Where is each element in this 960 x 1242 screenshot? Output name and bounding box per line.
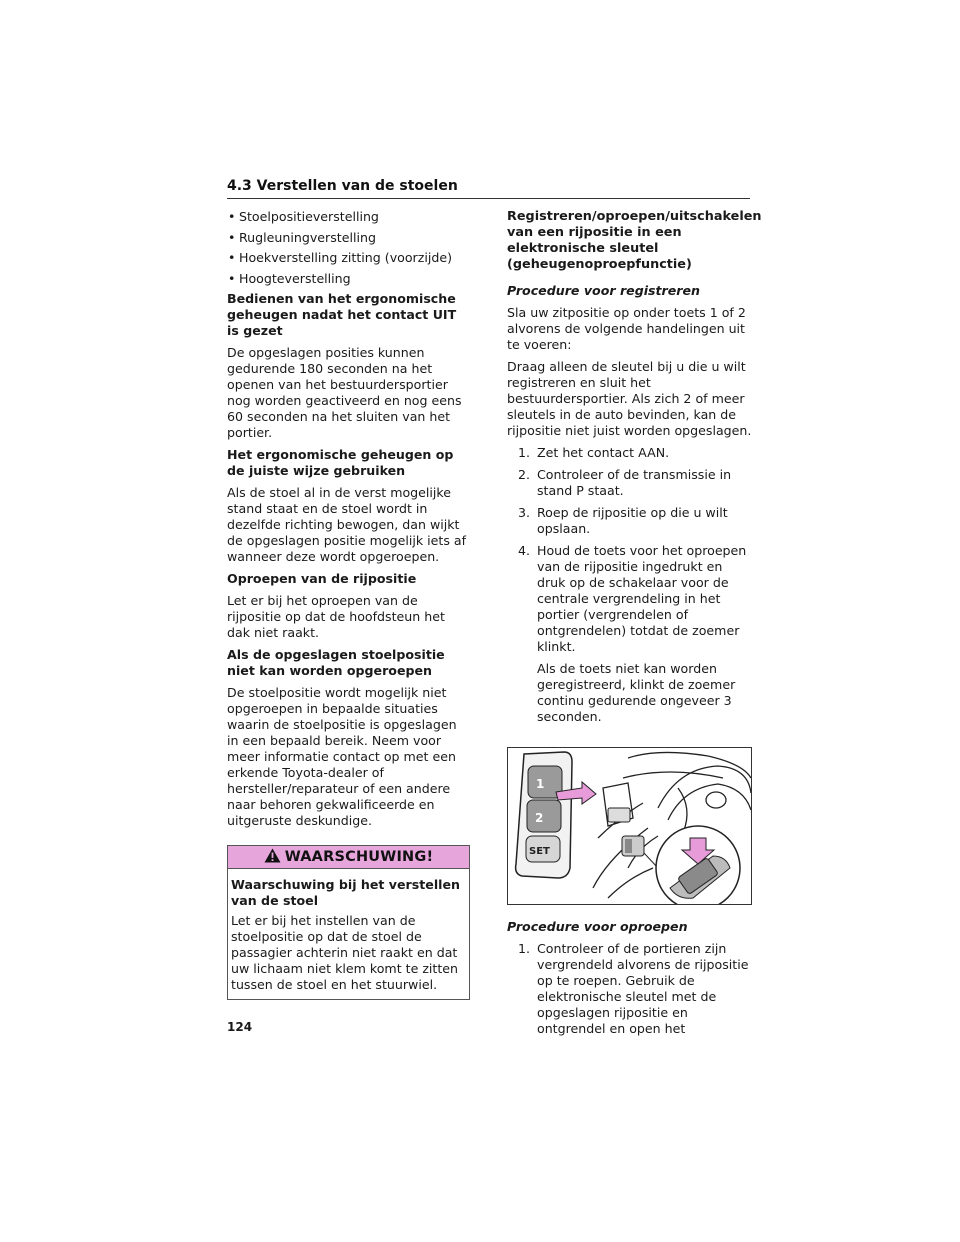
bullet-icon: • [228, 229, 236, 245]
paragraph-memory-after-off: De opgeslagen posities kunnen gedurende 180 seconden na het openen van het bestuurdersportier nog worden geactiveerd en nog eens 60 seconden na het sluiten van het portier. [227, 345, 462, 440]
warning-title: WAARSCHUWING! [284, 849, 434, 865]
warning-heading: Waarschuwing bij het verstellen van de stoel [231, 877, 460, 908]
bullet-icon: • [228, 270, 236, 286]
heading-recall-position: Oproepen van de rijpositie [227, 571, 417, 586]
step-number: 4. [518, 543, 531, 558]
bullet-icon: • [228, 209, 236, 224]
warning-header [228, 846, 469, 869]
list-item [518, 941, 752, 1037]
register-steps [507, 445, 752, 725]
right-column [507, 209, 762, 1043]
step-text: Roep de rijpositie op die u wilt opslaan. [537, 505, 728, 536]
paragraph-cannot-recall: De stoelpositie wordt mogelijk niet opgeroepen in bepaalde situaties waarin de stoelpositie is opgeslagen in een bepaald bereik. Neem voor meer informatie contact op met een erkende Toyota-dealer of hersteller/reparateur of een andere naar behoren gekwalificeerde en uitgeruste deskundige. [227, 685, 457, 828]
memory-button-panel [516, 752, 572, 878]
list-item [518, 467, 752, 499]
heading-memory-recall-function: Registreren/oproepen/uitschakelen van een rijpositie in een elektronische sleutel (geheugenoproepfunctie) [507, 209, 762, 272]
step-number: 1. [518, 941, 531, 956]
list-item-label: Hoogteverstelling [239, 270, 351, 286]
memory-switch-illustration [507, 747, 752, 905]
list-item [227, 209, 469, 225]
heading-cannot-recall: Als de opgeslagen stoelpositie niet kan worden opgeroepen [227, 647, 445, 678]
paragraph-recall-position: Let er bij het oproepen van de rijpositie op dat de hoofdsteun het dak niet raakt. [227, 593, 445, 640]
list-item [518, 505, 752, 537]
step-text: Zet het contact AAN. [537, 445, 670, 460]
warning-text: Let er bij het instellen van de stoelpositie op dat de stoel de passagier achterin niet raakt en dat uw lichaam niet klem komt te zitten tussen de stoel en het stuurwiel. [231, 913, 459, 992]
list-item [518, 543, 752, 725]
heading-recall-procedure: Procedure voor oproepen [507, 919, 688, 934]
memory-button-2: 2 [535, 811, 544, 825]
list-item [227, 271, 469, 287]
list-item-label: Rugleuningverstelling [239, 229, 376, 245]
paragraph-register-key: Draag alleen de sleutel bij u die u wilt registreren en sluit het bestuurdersportier. Als zich 2 of meer sleutels in de auto bevinden, kan de rijpositie niet juist worden opgeslagen. [507, 359, 752, 438]
step-text: Houd de toets voor het oproepen van de rijpositie ingedrukt en druk op de schakelaar voor de centrale vergrendeling in het portier (vergrendelen of ontgrendelen) totdat de zoemer klinkt. [537, 543, 747, 654]
step-text: Controleer of de transmissie in stand P staat. [537, 467, 732, 498]
paragraph-register-intro: Sla uw zitpositie op onder toets 1 of 2 alvorens de volgende handelingen uit te voeren: [507, 305, 746, 352]
step-number: 1. [518, 445, 531, 460]
heading-memory-after-off: Bedienen van het ergonomische geheugen nadat het contact UIT is gezet [227, 291, 457, 338]
memory-set-button: SET [529, 846, 550, 857]
step-number: 3. [518, 505, 531, 520]
list-item-label: Stoelpositieverstelling [239, 209, 379, 224]
adjustment-list [227, 209, 469, 287]
step-number: 2. [518, 467, 531, 482]
left-column [227, 209, 469, 1000]
list-item-label: Hoekverstelling zitting (voorzijde) [239, 250, 452, 265]
heading-correct-use: Het ergonomische geheugen op de juiste wijze gebruiken [227, 447, 454, 478]
recall-steps [507, 941, 752, 1037]
heading-register-procedure: Procedure voor registreren [507, 283, 701, 298]
warning-box [227, 845, 470, 1000]
list-item [227, 230, 469, 246]
paragraph-correct-use: Als de stoel al in de verst mogelijke stand staat en de stoel wordt in dezelfde richting bewogen, dan wijkt de opgeslagen positie mogelijk iets af wanneer deze wordt opgeroepen. [227, 485, 467, 564]
section-header: 4.3 Verstellen van de stoelen [227, 178, 750, 199]
warning-body [228, 869, 469, 999]
list-item [518, 445, 752, 461]
bullet-icon: • [228, 250, 236, 265]
warning-triangle-icon [264, 848, 281, 867]
list-item [227, 250, 469, 266]
page-number: 124 [227, 1020, 253, 1034]
memory-button-1: 1 [536, 777, 545, 791]
step-text: Controleer of de portieren zijn vergrendeld alvorens de rijpositie op te roepen. Gebruik de elektronische sleutel met de opgeslagen rijpositie en ontgrendel en open het [537, 941, 749, 1036]
step-note: Als de toets niet kan worden geregistreerd, klinkt de zoemer continu gedurende ongeveer 3 seconden. [537, 661, 736, 724]
